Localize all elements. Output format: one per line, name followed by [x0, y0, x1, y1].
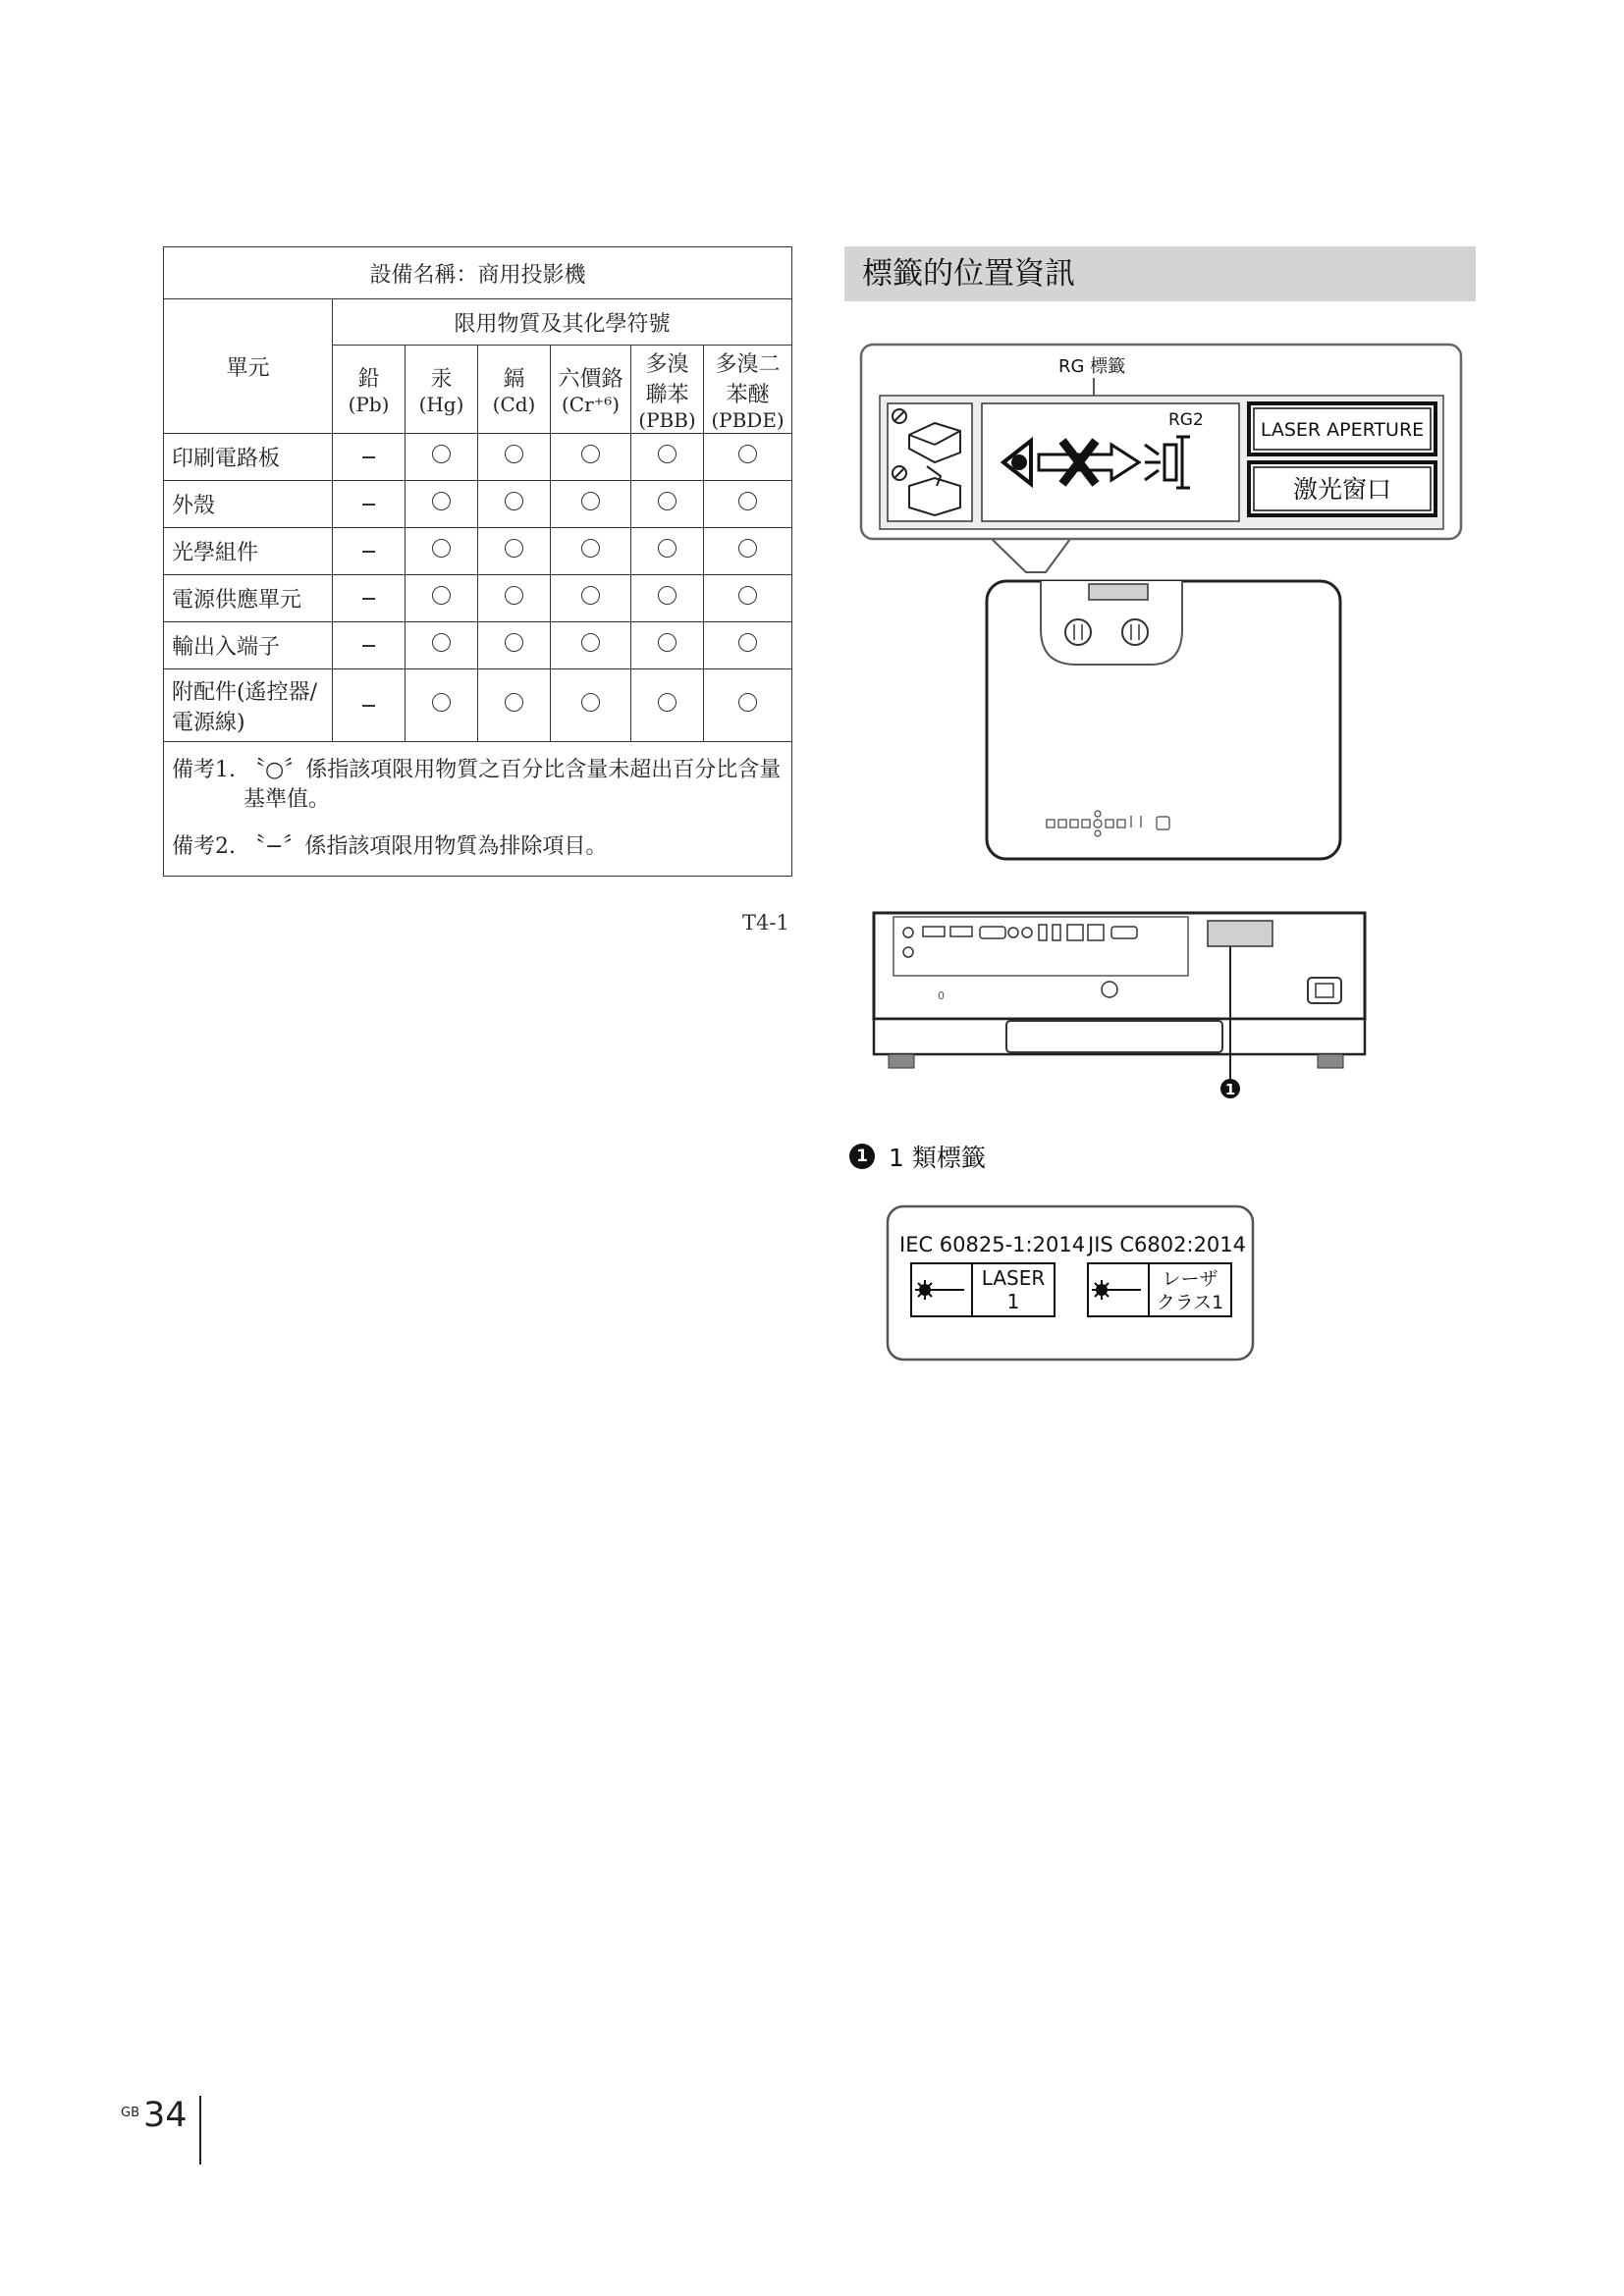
table-row	[164, 669, 792, 742]
below-threshold-mark	[505, 586, 523, 605]
below-threshold-mark	[581, 445, 600, 463]
substance-header-pb: 鉛 (Pb)	[333, 346, 406, 434]
below-threshold-mark	[432, 445, 451, 463]
exempt-mark	[362, 456, 375, 458]
restricted-substances-table	[163, 246, 792, 877]
table-notes	[164, 742, 792, 877]
unit-name: 附配件(遙控器/電源線)	[164, 669, 333, 742]
below-threshold-mark	[581, 693, 600, 712]
substance-cell	[704, 528, 792, 575]
page-footer	[121, 2096, 201, 2164]
table-code: T4-1	[742, 911, 789, 934]
below-threshold-mark	[738, 492, 757, 510]
below-threshold-mark	[658, 492, 677, 510]
laser-ja-line1: レーザ	[1162, 1268, 1218, 1290]
substance-cell	[704, 669, 792, 742]
substance-cell	[704, 575, 792, 622]
unit-name: 外殼	[164, 481, 333, 528]
below-threshold-mark	[581, 492, 600, 510]
projector-rear-view	[864, 903, 1375, 1099]
substance-cell	[406, 528, 478, 575]
substance-cell	[631, 622, 704, 669]
table-row	[164, 622, 792, 669]
substance-cell	[631, 669, 704, 742]
page-number: 34	[143, 2096, 188, 2135]
rg-label-caption: RG 標籤	[1058, 356, 1126, 377]
below-threshold-mark	[432, 633, 451, 652]
class1-label-position-marker	[1208, 921, 1272, 946]
substance-cell	[551, 669, 631, 742]
substance-cell	[551, 575, 631, 622]
exempt-mark	[362, 645, 375, 647]
below-threshold-mark	[738, 539, 757, 558]
below-threshold-mark	[738, 445, 757, 463]
note-2-text: 〝−〞係指該項限用物質為排除項目。	[244, 834, 608, 859]
substance-cell	[551, 622, 631, 669]
below-threshold-mark	[581, 539, 600, 558]
unit-name: 印刷電路板	[164, 434, 333, 481]
substance-cell	[704, 434, 792, 481]
substance-cell	[333, 622, 406, 669]
substance-header-pbb: 多溴聯苯 (PBB)	[631, 346, 704, 434]
substance-cell	[551, 481, 631, 528]
below-threshold-mark	[432, 693, 451, 712]
below-threshold-mark	[505, 633, 523, 652]
substance-cell	[406, 481, 478, 528]
substance-cell	[478, 528, 551, 575]
class1-laser-label	[884, 1202, 1257, 1363]
substance-cell	[406, 434, 478, 481]
note-2-label: 備考2.	[172, 834, 236, 859]
below-threshold-mark	[505, 693, 523, 712]
below-threshold-mark	[658, 633, 677, 652]
exempt-mark	[362, 504, 375, 506]
exempt-mark	[362, 705, 375, 707]
note-2	[172, 832, 782, 862]
substance-cell	[478, 669, 551, 742]
below-threshold-mark	[581, 633, 600, 652]
substance-header-pbde: 多溴二苯醚 (PBDE)	[704, 346, 792, 434]
table-row	[164, 481, 792, 528]
rg-label-location-diagram	[844, 339, 1473, 869]
section-title: 標籤的位置資訊	[844, 246, 1476, 301]
laser-aperture-en: LASER APERTURE	[1260, 419, 1425, 441]
substance-cell	[631, 528, 704, 575]
note-1-text: 〝○〞係指該項限用物質之百分比含量未超出百分比含量基準值。	[244, 758, 782, 812]
iec-standard: IEC 60825-1:2014	[899, 1233, 1086, 1256]
below-threshold-mark	[505, 492, 523, 510]
class1-caption-text: 1 類標籤	[889, 1144, 986, 1172]
below-threshold-mark	[738, 633, 757, 652]
below-threshold-mark	[432, 586, 451, 605]
substance-cell	[631, 481, 704, 528]
below-threshold-mark	[658, 539, 677, 558]
substance-cell	[333, 669, 406, 742]
unit-header: 單元	[164, 299, 333, 434]
rg-class: RG2	[1168, 410, 1204, 430]
table-row	[164, 528, 792, 575]
substance-cell	[551, 528, 631, 575]
substance-cell	[704, 481, 792, 528]
laser-aperture-zh: 激光窗口	[1292, 475, 1392, 504]
note-1-label: 備考1.	[172, 758, 236, 782]
laser-ja-line2: クラス1	[1156, 1292, 1224, 1313]
substances-header: 限用物質及其化學符號	[333, 299, 792, 346]
equipment-title: 設備名稱：商用投影機	[164, 247, 792, 299]
below-threshold-mark	[658, 693, 677, 712]
below-threshold-mark	[581, 586, 600, 605]
laser-en-line2: 1	[1006, 1290, 1020, 1313]
below-threshold-mark	[432, 539, 451, 558]
callout-number: 1	[1224, 1081, 1236, 1098]
svg-text:0: 0	[938, 989, 945, 1002]
below-threshold-mark	[658, 445, 677, 463]
region-code: GB	[121, 2106, 139, 2120]
table-row	[164, 575, 792, 622]
below-threshold-mark	[432, 492, 451, 510]
substance-cell	[333, 528, 406, 575]
substance-header-cr6: 六價鉻 (Cr⁺⁶)	[551, 346, 631, 434]
jis-standard: JIS C6802:2014	[1088, 1233, 1247, 1256]
class1-caption	[849, 1139, 986, 1174]
substance-cell	[406, 575, 478, 622]
substance-cell	[333, 434, 406, 481]
unit-name: 光學組件	[164, 528, 333, 575]
unit-name: 電源供應單元	[164, 575, 333, 622]
below-threshold-mark	[738, 693, 757, 712]
substance-header-hg: 汞 (Hg)	[406, 346, 478, 434]
below-threshold-mark	[505, 445, 523, 463]
rg-label-position-marker	[1089, 584, 1148, 600]
substance-cell	[478, 481, 551, 528]
caption-number-badge: 1	[849, 1144, 875, 1169]
table-row	[164, 434, 792, 481]
substance-cell	[631, 434, 704, 481]
substance-cell	[631, 575, 704, 622]
exempt-mark	[362, 551, 375, 553]
below-threshold-mark	[658, 586, 677, 605]
substance-cell	[406, 669, 478, 742]
exempt-mark	[362, 598, 375, 600]
substance-cell	[333, 481, 406, 528]
footer-rule	[199, 2096, 201, 2164]
substance-header-cd: 鎘 (Cd)	[478, 346, 551, 434]
substance-cell	[704, 622, 792, 669]
below-threshold-mark	[505, 539, 523, 558]
substance-cell	[551, 434, 631, 481]
below-threshold-mark	[738, 586, 757, 605]
substance-cell	[478, 434, 551, 481]
laser-en-line1: LASER	[981, 1266, 1046, 1290]
substance-cell	[478, 622, 551, 669]
unit-name: 輸出入端子	[164, 622, 333, 669]
substance-cell	[406, 622, 478, 669]
note-1	[172, 756, 782, 815]
substance-cell	[333, 575, 406, 622]
substance-cell	[478, 575, 551, 622]
